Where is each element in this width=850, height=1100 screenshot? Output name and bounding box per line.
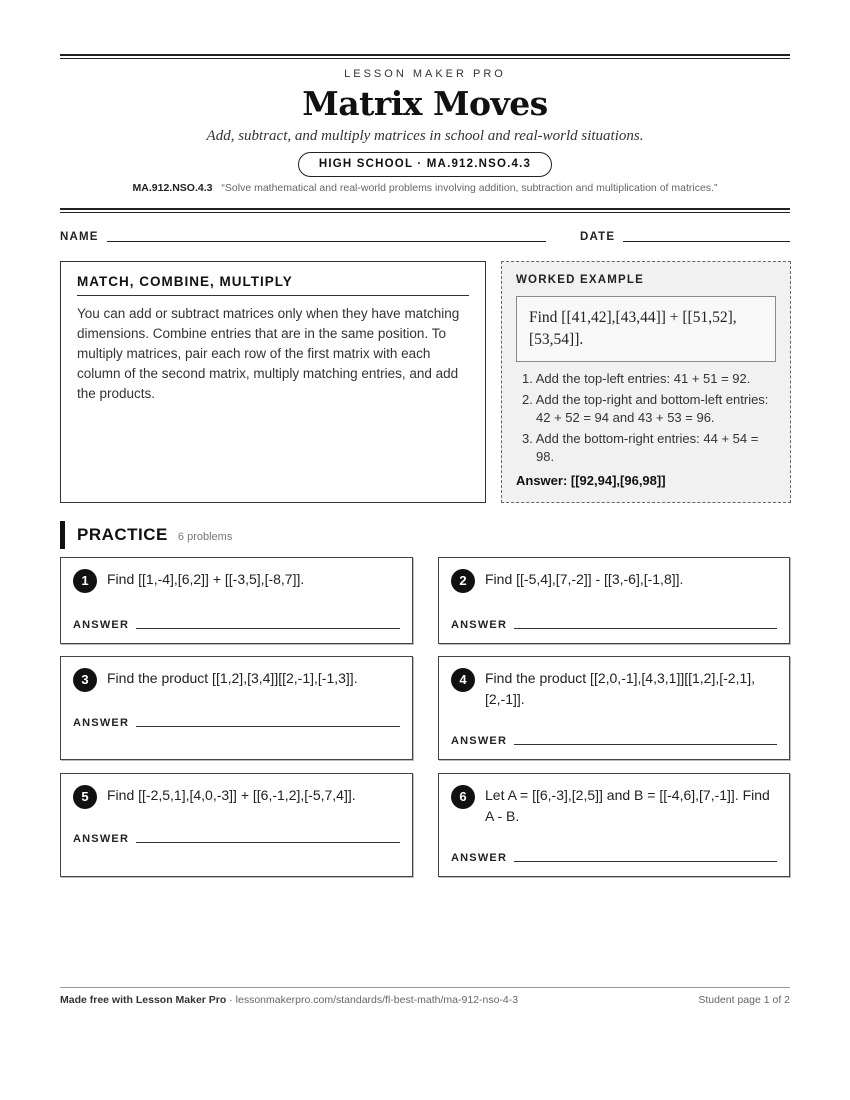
page-title: Matrix Moves bbox=[302, 84, 548, 123]
name-field[interactable] bbox=[107, 241, 546, 242]
problem-text: Find [[-5,4],[7,-2]] - [[3,-6],[-1,8]]. bbox=[485, 571, 684, 587]
answer-label: ANSWER bbox=[73, 833, 130, 845]
header-top-rule bbox=[60, 54, 790, 59]
worked-example-steps bbox=[516, 370, 776, 467]
answer-field[interactable] bbox=[514, 744, 777, 745]
problem-number-badge: 5 bbox=[73, 785, 97, 809]
answer-label: ANSWER bbox=[73, 619, 130, 631]
answer-field[interactable] bbox=[514, 861, 777, 862]
answer-field[interactable] bbox=[136, 726, 400, 727]
worked-example-problem: Find [[41,42],[43,44]] + [[51,52],[53,54]]. bbox=[516, 296, 776, 362]
answer-label: ANSWER bbox=[73, 717, 130, 729]
standard-code: MA.912.NSO.4.3 bbox=[132, 182, 213, 194]
problem-card-2 bbox=[438, 557, 790, 644]
answer-field[interactable] bbox=[136, 628, 400, 629]
grade-standard-badge: HIGH SCHOOL · MA.912.NSO.4.3 bbox=[298, 152, 552, 177]
problem-number-badge: 2 bbox=[451, 569, 475, 593]
problem-text: Find [[-2,5,1],[4,0,-3]] + [[6,-1,2],[-5,7,4]]. bbox=[107, 787, 356, 803]
answer-label: ANSWER bbox=[451, 735, 508, 747]
page-subtitle: Add, subtract, and multiply matrices in school and real-world situations. bbox=[206, 128, 644, 144]
problem-card-5 bbox=[60, 773, 413, 877]
worked-example-step: 3. Add the bottom-right entries: 44 + 54 = 98. bbox=[522, 430, 759, 464]
problem-number-badge: 1 bbox=[73, 569, 97, 593]
problem-text: Let A = [[6,-3],[2,5]] and B = [[-4,6],[7,-1]]. Find A - B. bbox=[485, 787, 770, 824]
problem-card-4 bbox=[438, 656, 790, 760]
worked-example-step: 1. Add the top-left entries: 41 + 51 = 92. bbox=[522, 371, 751, 386]
problem-text: Find the product [[2,0,-1],[4,3,1]][[1,2],[-2,1],[2,-1]]. bbox=[485, 670, 756, 707]
answer-field[interactable] bbox=[136, 842, 400, 843]
footer-rule bbox=[60, 987, 790, 988]
answer-field[interactable] bbox=[514, 628, 777, 629]
lesson-body: You can add or subtract matrices only when they have matching dimensions. Combine entries that are in the same position. To multiply matrices, pair each row of the first matrix with each column of the second matrix, multiply matching entries, and add the products. bbox=[77, 306, 460, 401]
header-bottom-rule bbox=[60, 208, 790, 213]
problem-card-1 bbox=[60, 557, 413, 644]
lesson-heading: MATCH, COMBINE, MULTIPLY bbox=[77, 274, 469, 296]
worked-example-box bbox=[501, 261, 791, 503]
footer-made-with: Made free with Lesson Maker Pro bbox=[60, 994, 227, 1006]
footer-credit bbox=[60, 994, 518, 1006]
problem-number-badge: 6 bbox=[451, 785, 475, 809]
standard-text: “Solve mathematical and real-world problems involving addition, subtraction and multiplication of matrices.” bbox=[221, 182, 718, 194]
problem-text: Find [[1,-4],[6,2]] + [[-3,5],[-8,7]]. bbox=[107, 571, 305, 587]
brand-name: LESSON MAKER PRO bbox=[344, 68, 506, 80]
practice-title: PRACTICE bbox=[77, 525, 168, 544]
worked-example-heading: WORKED EXAMPLE bbox=[516, 274, 644, 286]
problem-number-badge: 3 bbox=[73, 668, 97, 692]
worked-example-answer: Answer: [[92,94],[96,98]] bbox=[516, 472, 666, 488]
practice-header bbox=[60, 521, 232, 549]
problem-card-6 bbox=[438, 773, 790, 877]
answer-label: ANSWER bbox=[451, 852, 508, 864]
practice-count: 6 problems bbox=[177, 530, 233, 543]
answer-label: ANSWER bbox=[451, 619, 508, 631]
footer-url[interactable]: · lessonmakerpro.com/standards/fl-best-math/ma-912-nso-4-3 bbox=[226, 994, 519, 1006]
problem-card-3 bbox=[60, 656, 413, 760]
date-field[interactable] bbox=[623, 241, 790, 242]
footer-page-number: Student page 1 of 2 bbox=[698, 994, 790, 1006]
worked-example-step: 2. Add the top-right and bottom-left entries: 42 + 52 = 94 and 43 + 53 = 96. bbox=[522, 391, 769, 425]
lesson-box bbox=[60, 261, 486, 503]
problem-number-badge: 4 bbox=[451, 668, 475, 692]
name-label: NAME bbox=[60, 231, 99, 243]
standard-description bbox=[0, 182, 850, 194]
problem-text: Find the product [[1,2],[3,4]][[2,-1],[-1,3]]. bbox=[107, 670, 358, 686]
date-label: DATE bbox=[580, 231, 616, 243]
